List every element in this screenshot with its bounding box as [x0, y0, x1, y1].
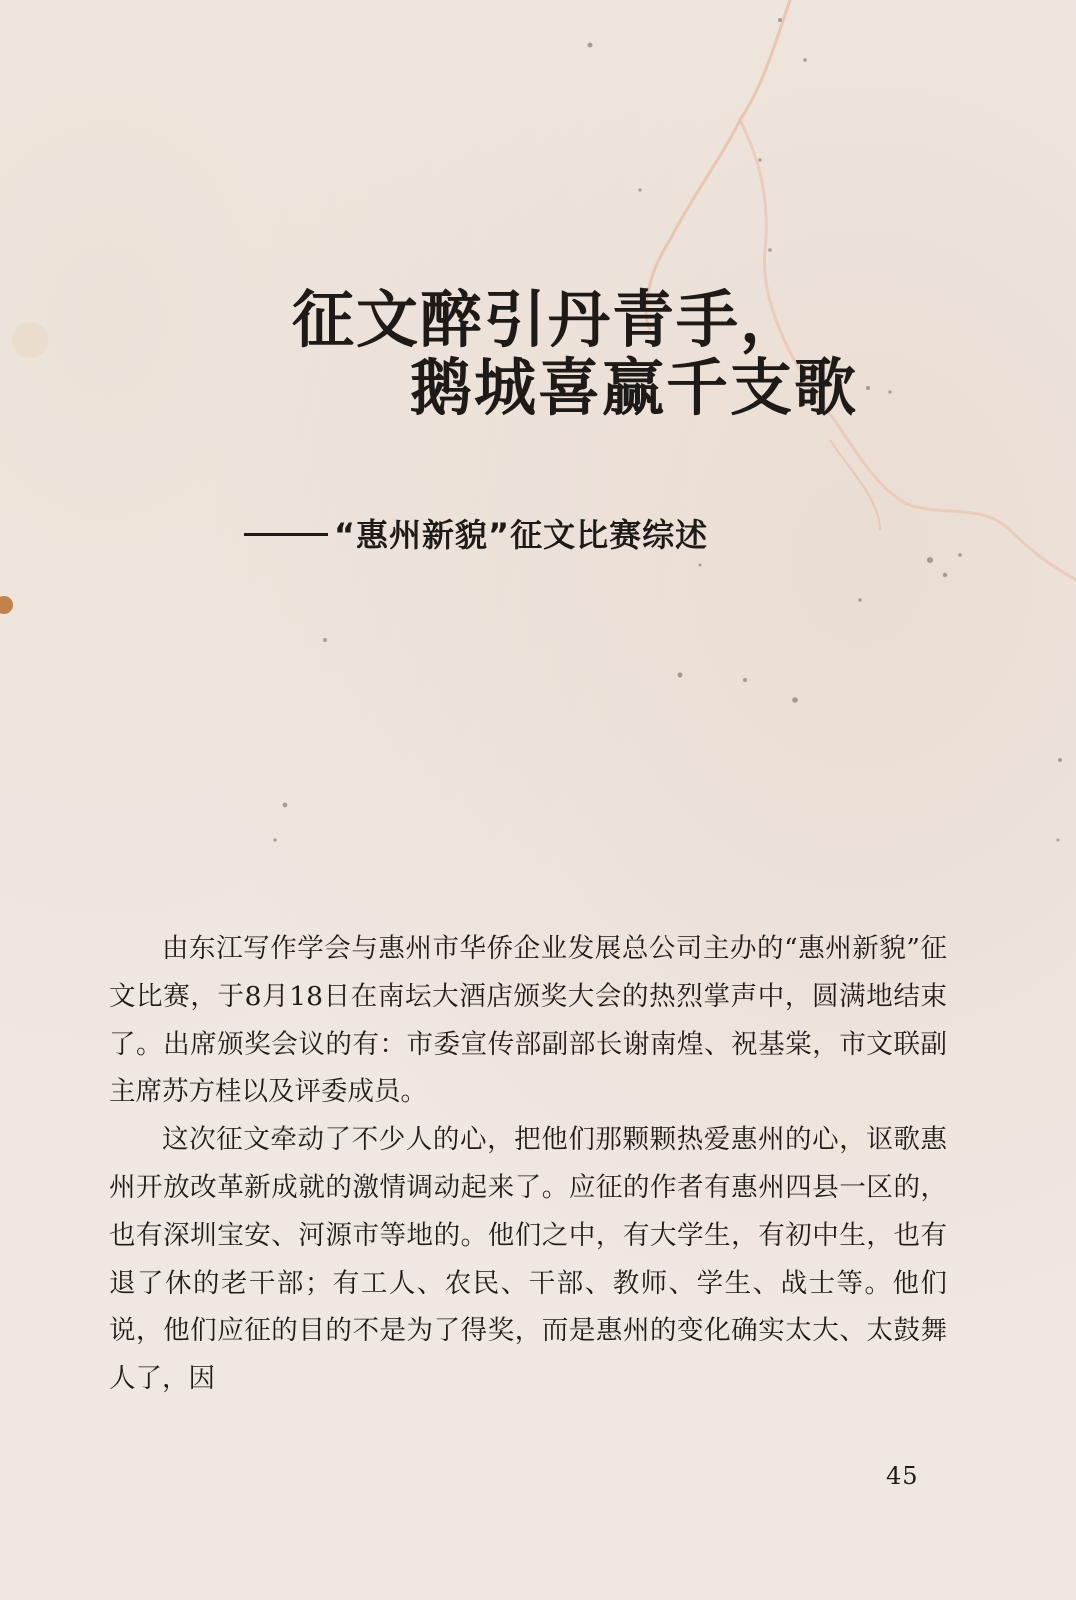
- body-paragraph: 由东江写作学会与惠州市华侨企业发展总公司主办的“惠州新貌”征文比赛，于8月18日在南坛大酒店颁奖大会的热烈掌声中，圆满地结束了。出席颁奖会议的有：市委宣传部副部长谢南煌、祝基棠，市文联副主席苏方桂以及评委成员。: [109, 933, 947, 1108]
- article-subtitle-text: “惠州新貌”征文比赛综述: [334, 516, 709, 554]
- em-dash-rule: [244, 533, 328, 536]
- page-number: 45: [886, 1462, 919, 1490]
- article-title-line-2: 鹅城喜赢千支歌: [410, 351, 859, 424]
- article-title-line-1: 征文醉引丹青手，: [292, 283, 805, 356]
- article-body: [109, 925, 947, 1403]
- article-subtitle: [244, 510, 708, 556]
- body-paragraph: 这次征文牵动了不少人的心，把他们那颗颗热爱惠州的心，讴歌惠州开放改革新成就的激情调动起来了。应征的作者有惠州四县一区的，也有深圳宝安、河源市等地的。他们之中，有大学生，有初中生，也有退了休的老干部；有工人、农民、干部、教师、学生、战士等。他们说，他们应征的目的不是为了得奖，而是惠州的变化确实太大、太鼓舞人了，因: [109, 1124, 947, 1395]
